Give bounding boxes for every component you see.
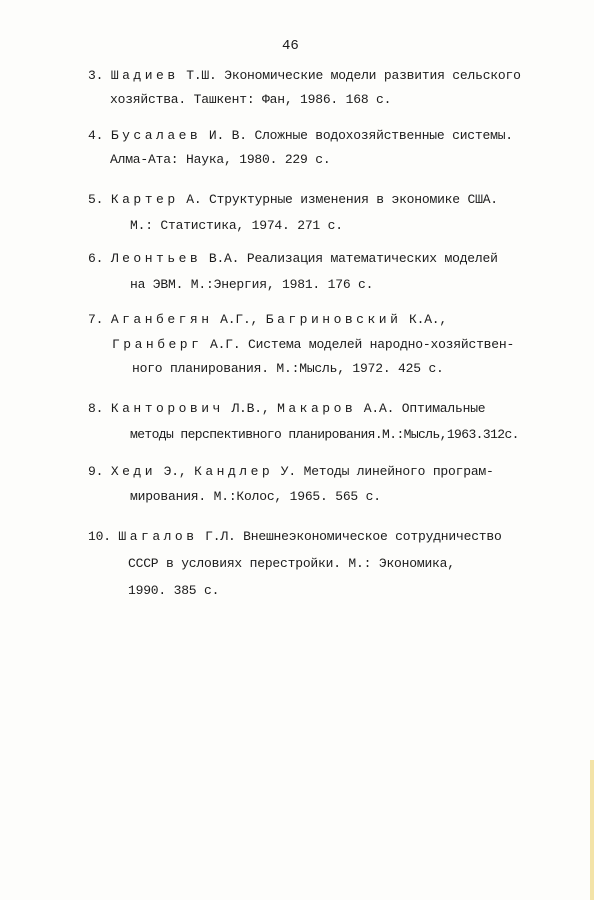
reference-initials: И. В. xyxy=(208,128,247,143)
reference-initials: Г.Л. xyxy=(205,529,236,544)
reference-author: Леонтьев xyxy=(110,251,202,266)
reference-initials: Т.Ш. xyxy=(186,68,217,83)
reference-number: 3. xyxy=(88,68,104,83)
reference-continuation: М.: Статистика, 1974. 271 с. xyxy=(130,218,343,233)
reference-author: Макаров xyxy=(277,401,357,416)
reference-author: Гранберг xyxy=(112,337,203,352)
reference-author: Кандлер xyxy=(194,464,274,479)
reference-author: Бусалаев xyxy=(110,128,202,143)
reference-title: Оптимальные xyxy=(401,401,486,416)
reference-item xyxy=(88,251,498,267)
reference-continuation: на ЭВМ. М.:Энергия, 1981. 176 с. xyxy=(130,277,374,292)
reference-author: Хеди xyxy=(110,464,157,479)
reference-number: 9. xyxy=(88,464,104,479)
reference-initials: А.А. xyxy=(363,401,395,416)
reference-number: 5. xyxy=(88,192,104,207)
reference-author: Шадиев xyxy=(110,68,179,83)
reference-number: 8. xyxy=(88,401,104,416)
reference-item xyxy=(88,192,498,208)
reference-initials: Л.В., xyxy=(231,401,270,416)
reference-continuation: методы перспективного планирования.М.:Мысль,1963.312с. xyxy=(130,427,519,442)
reference-continuation: 1990. 385 с. xyxy=(128,583,220,598)
reference-author: Багриновский xyxy=(265,312,402,327)
reference-author: Картер xyxy=(110,192,179,207)
reference-number: 6. xyxy=(88,251,104,266)
reference-title: Сложные водохозяйственные системы. xyxy=(254,128,513,143)
reference-title: Методы линейного програм- xyxy=(303,464,494,479)
reference-continuation: Алма-Ата: Наука, 1980. 229 с. xyxy=(110,152,331,167)
reference-author: Канторович xyxy=(110,401,224,416)
reference-initials: У. xyxy=(280,464,296,479)
reference-initials: К.А., xyxy=(409,312,448,327)
reference-initials: В.А. xyxy=(208,251,240,266)
reference-number: 10. xyxy=(88,529,111,544)
reference-title: Реализация математических моделей xyxy=(246,251,498,266)
reference-item xyxy=(88,529,502,545)
reference-continuation: хозяйства. Ташкент: Фан, 1986. 168 с. xyxy=(110,92,392,107)
reference-title: Система моделей народно-хозяйствен- xyxy=(248,337,515,352)
reference-item xyxy=(88,68,521,84)
reference-number: 4. xyxy=(88,128,104,143)
reference-initials: А. xyxy=(186,192,202,207)
reference-number: 7. xyxy=(88,312,104,327)
reference-item xyxy=(88,128,513,144)
reference-title: Внешнеэкономическое сотрудничество xyxy=(243,529,502,544)
reference-initials: А.Г. xyxy=(210,337,241,352)
reference-initials: Э., xyxy=(163,464,187,479)
reference-author: Шагалов xyxy=(118,529,198,544)
reference-title: Экономические модели развития сельского xyxy=(224,68,521,83)
reference-item xyxy=(88,401,485,417)
reference-continuation xyxy=(112,337,514,353)
reference-continuation: мирования. М.:Колос, 1965. 565 с. xyxy=(130,489,381,504)
reference-title: Структурные изменения в экономике США. xyxy=(209,192,498,207)
reference-item xyxy=(88,312,447,328)
reference-continuation: ного планирования. М.:Мысль, 1972. 425 с. xyxy=(132,361,444,376)
reference-initials: А.Г., xyxy=(220,312,259,327)
page-number: 46 xyxy=(282,38,299,54)
page-edge-mark xyxy=(590,760,594,900)
reference-item xyxy=(88,464,494,480)
reference-continuation: СССР в условиях перестройки. М.: Экономика, xyxy=(128,556,455,571)
reference-author: Аганбегян xyxy=(110,312,213,327)
